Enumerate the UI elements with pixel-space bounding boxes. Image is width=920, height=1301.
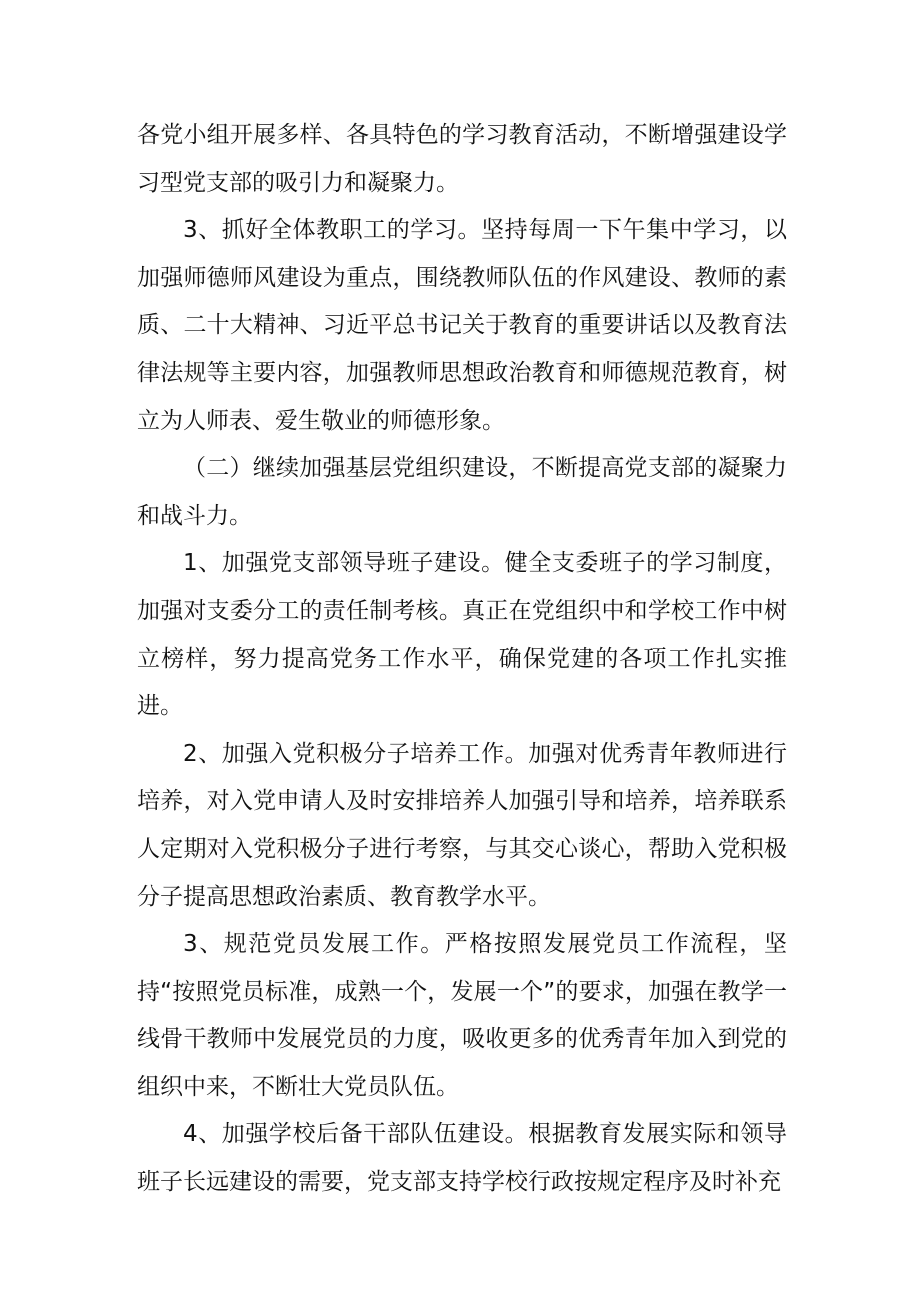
document-body [137,112,787,1207]
paragraph-item-3-member-development: 3、规范党员发展工作。严格按照发展党员工作流程，坚持“按照党员标准，成熟一个，发展一个”的要求，加强在教学一线骨干教师中发展党员的力度，吸收更多的优秀青年加入到党的组织中来，不断壮大党员队伍。 [137,931,787,1100]
paragraph-item-1-leadership: 1、加强党支部领导班子建设。健全支委班子的学习制度，加强对支委分工的责任制考核。真正在党组织中和学校工作中树立榜样，努力提高党务工作水平，确保党建的各项工作扎实推进。 [137,550,787,720]
paragraph-continuation: 各党小组开展多样、各具特色的学习教育活动，不断增强建设学习型党支部的吸引力和凝聚力。 [137,122,787,196]
paragraph-item-3-staff-study: 3、抓好全体教职工的学习。坚持每周一下午集中学习，以加强师德师风建设为重点，围绕教师队伍的作风建设、教师的素质、二十大精神、习近平总书记关于教育的重要讲话以及教育法律法规等主要内容，加强教师思想政治教育和师德规范教育，树立为人师表、爱生敬业的师德形象。 [137,217,787,434]
paragraph-item-4-reserve-cadres: 4、加强学校后备干部队伍建设。根据教育发展实际和领导班子长远建设的需要，党支部支持学校行政按规定程序及时补充 [137,1121,787,1196]
paragraph-item-2-activists: 2、加强入党积极分子培养工作。加强对优秀青年教师进行培养，对入党申请人及时安排培养人加强引导和培养，培养联系人定期对入党积极分子进行考察，与其交心谈心，帮助入党积极分子提高思想政治素质、教育教学水平。 [137,740,787,910]
section-heading-2: （二）继续加强基层党组织建设，不断提高党支部的凝聚力和战斗力。 [137,455,787,529]
